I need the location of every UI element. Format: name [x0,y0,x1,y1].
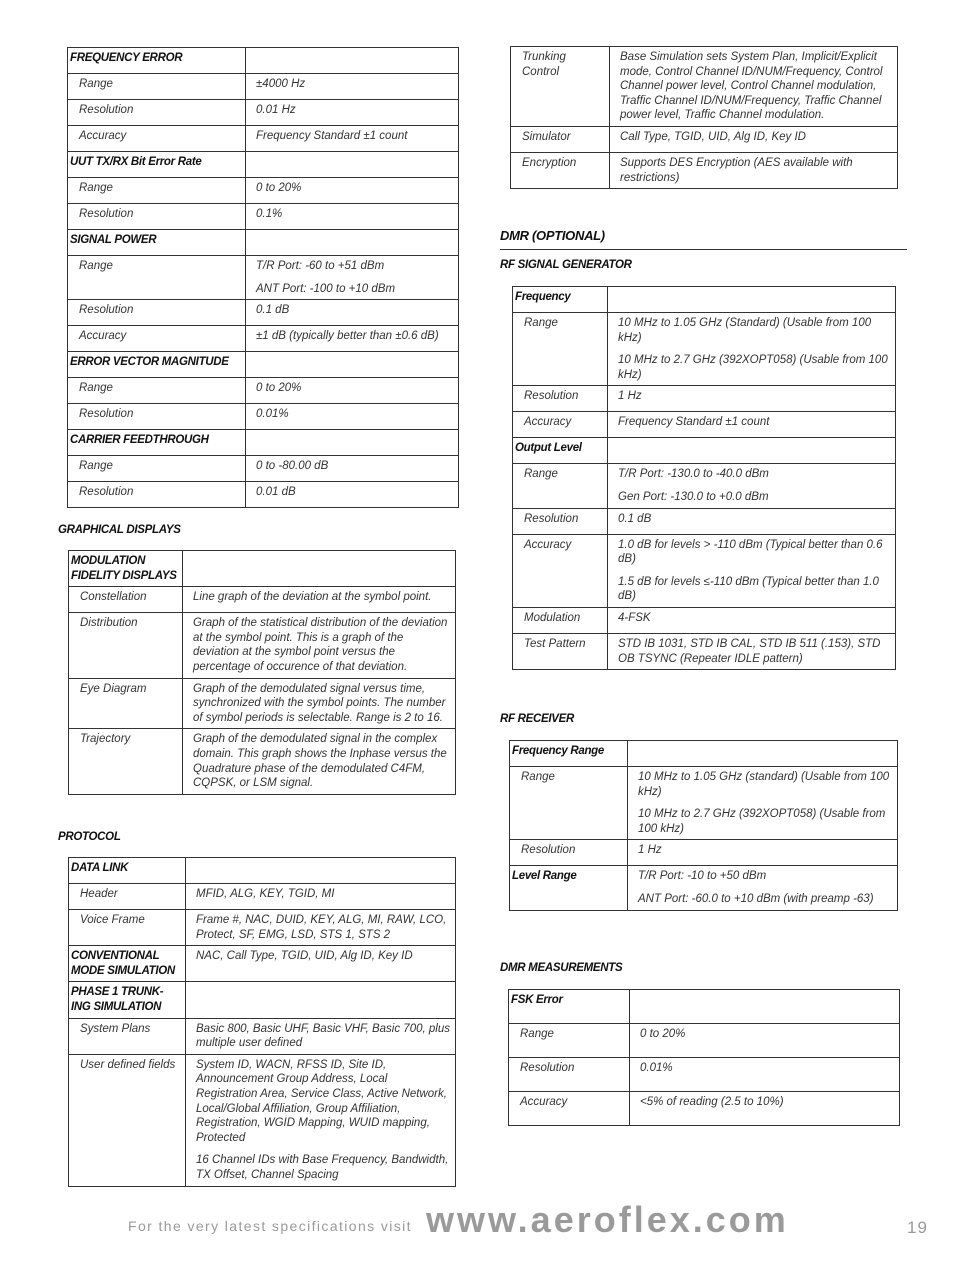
value-line: 10 MHz to 1.05 GHz (standard) (Usable from 100 kHz) [638,771,890,798]
row-heading-empty-cell [183,551,456,587]
row-value [608,464,896,508]
table-row [69,982,456,1018]
table-row [513,287,896,313]
row-value [246,300,459,326]
table-row [68,126,459,152]
row-label: Header [69,884,186,910]
row-label: Range [68,456,246,482]
row-value [183,729,456,794]
value-line: 0.1 dB [618,512,652,525]
value-line: Supports DES Encryption (AES available with restrictions) [620,156,853,184]
row-value [630,1092,900,1126]
row-value [186,884,456,910]
value-line: 0 to 20% [640,1028,686,1040]
rf-receiver-caption: RF RECEIVER [500,713,575,725]
row-heading: SIGNAL POWER [68,230,246,256]
table-row [68,178,459,204]
row-label: Range [510,767,628,840]
table-row [69,1054,456,1186]
row-label: Level Range [510,866,628,910]
row-heading-empty-cell [186,858,456,884]
table-row [513,633,896,669]
row-label: Modulation [513,607,608,633]
table-row [513,508,896,534]
table-row [68,152,459,178]
value-line: Basic 800, Basic UHF, Basic VHF, Basic 700, plus multiple user defined [196,1022,450,1050]
table-row [510,767,898,840]
value-line: 10 MHz to 1.05 GHz (Standard) (Usable from 100 kHz) [618,317,872,344]
row-heading-empty-cell [246,230,459,256]
row-heading: Frequency Range [510,741,628,767]
row-value [246,456,459,482]
value-line: 1 Hz [618,390,642,403]
table-row [69,884,456,910]
value-line: 16 Channel IDs with Base Frequency, Bandwidth, TX Offset, Channel Spacing [196,1154,449,1181]
row-label: Resolution [513,508,608,534]
rf-signal-generator-caption: RF SIGNAL GENERATOR [500,259,632,271]
row-value [608,386,896,412]
row-value [608,412,896,438]
table-row [510,741,898,767]
row-heading-empty-cell [628,741,898,767]
value-line: T/R Port: -130.0 to -40.0 dBm [618,468,769,481]
row-value [246,74,459,100]
trunking-table [510,46,898,189]
row-value [630,1024,900,1058]
table-row [69,587,456,613]
row-label: Distribution [69,613,183,678]
table-row [69,910,456,946]
row-label: Trunking Control [511,47,610,127]
table-row [513,464,896,508]
page-number: 19 [907,1218,928,1237]
row-label: Range [68,178,246,204]
value-line: ±4000 Hz [256,78,306,90]
table-row [69,946,456,982]
row-label: CONVENTIONAL MODE SIMULATION [69,946,186,982]
row-value [246,256,459,300]
row-label: Accuracy [513,412,608,438]
row-value [246,178,459,204]
table-row [509,1024,900,1058]
value-line: Frequency Standard ±1 count [256,130,408,142]
table-row [510,840,898,866]
row-value [246,404,459,430]
value-line: 0 to 20% [256,382,302,395]
row-label: Accuracy [68,126,246,152]
row-heading-empty-cell [186,982,456,1018]
value-line: <5% of reading (2.5 to 10%) [640,1096,784,1108]
table-row [68,326,459,352]
row-heading-empty-cell [246,430,459,456]
value-line: T/R Port: -10 to +50 dBm [638,870,767,883]
row-label: Resolution [68,100,246,126]
value-line: ANT Port: -100 to +10 dBm [256,282,396,295]
dmr-section-title: DMR (OPTIONAL) [500,228,605,243]
row-value [246,204,459,230]
row-value [246,482,459,508]
table-row [69,729,456,794]
value-line: 0.01% [256,408,289,421]
value-line: Frame #, NAC, DUID, KEY, ALG, MI, RAW, LCO, Protect, SF, EMG, LSD, STS 1, STS 2 [196,914,447,941]
row-value [186,910,456,946]
value-line: 0.01 Hz [256,104,296,116]
row-value [183,613,456,678]
table-row [68,300,459,326]
table-row [69,551,456,587]
value-line: 1.0 dB for levels > -110 dBm (Typical better than 0.6 dB) [618,538,883,566]
row-label: Range [509,1024,630,1058]
row-value [610,152,898,188]
graphical-displays-table [68,550,456,795]
row-label: Resolution [68,204,246,230]
row-heading: CARRIER FEEDTHROUGH [68,430,246,456]
row-heading-empty-cell [246,352,459,378]
value-line: 0.1% [256,208,283,220]
row-heading: ERROR VECTOR MAGNITUDE [68,352,246,378]
table-row [68,404,459,430]
row-label: Range [68,378,246,404]
table-row [510,866,898,910]
dmr-measurements-table [508,989,900,1126]
table-row [68,256,459,300]
row-heading: DATA LINK [69,858,186,884]
row-label: Encryption [511,152,610,188]
value-line: 0 to -80.00 dB [256,460,329,473]
row-value [628,840,898,866]
row-heading: UUT TX/RX Bit Error Rate [68,152,246,178]
value-line: 1.5 dB for levels ≤-110 dBm (Typical better than 1.0 dB) [618,575,879,603]
table-row [513,412,896,438]
table-row [68,74,459,100]
table-row [69,613,456,678]
value-line: NAC, Call Type, TGID, UID, Alg ID, Key ID [196,950,413,963]
row-heading-empty-cell [608,287,896,313]
table-row [68,100,459,126]
table-row [509,1092,900,1126]
row-label: Resolution [513,386,608,412]
table-row [69,1018,456,1054]
table-row [69,678,456,729]
value-line: Line graph of the deviation at the symbol point. [193,591,432,604]
row-value [608,607,896,633]
row-value [183,678,456,729]
table-row [511,126,898,152]
value-line: 10 MHz to 2.7 GHz (392XOPT058) (Usable from 100 kHz) [638,808,886,835]
rf-receiver-table [509,740,898,911]
table-row [513,386,896,412]
value-line: Base Simulation sets System Plan, Implicit/Explicit mode, Control Channel ID/NUM/Frequency, Control Channel power level, Control Channel modulation, Traffic Channel ID/NUM/Frequency, Traffic Channel power level, Traffic Channel modulation. [620,51,883,122]
row-value [186,946,456,982]
row-value [608,508,896,534]
row-value [608,534,896,607]
value-line: Graph of the statistical distribution of the deviation at the symbol point. This is a graph of the deviation at the symbol point versus the percentage of occurence of that deviation. [193,617,448,673]
row-label: Resolution [510,840,628,866]
table-row [513,607,896,633]
row-heading: MODULATION FIDELITY DISPLAYS [69,551,183,587]
value-line: ±1 dB (typically better than ±0.6 dB) [256,330,439,343]
row-label: Range [513,313,608,386]
value-line: 4-FSK [618,611,651,624]
row-label: Range [513,464,608,508]
row-heading-empty-cell [608,438,896,464]
row-label: Trajectory [69,729,183,794]
row-value [630,1058,900,1092]
row-label: Accuracy [513,534,608,607]
table-row [509,990,900,1024]
frequency-error-table [67,47,459,508]
dmr-section-rule [500,249,907,250]
value-line: Call Type, TGID, UID, Alg ID, Key ID [620,130,806,143]
row-value [608,313,896,386]
table-row [69,858,456,884]
value-line: ANT Port: -60.0 to +10 dBm (with preamp -63) [638,892,874,905]
protocol-table [68,857,456,1187]
table-row [68,482,459,508]
table-row [68,456,459,482]
table-row [511,47,898,127]
footer-website-link[interactable]: www.aeroflex.com [426,1199,789,1240]
row-label: System Plans [69,1018,186,1054]
row-heading: Output Level [513,438,608,464]
row-value [246,326,459,352]
row-value [186,1054,456,1186]
row-label: Voice Frame [69,910,186,946]
value-line: Graph of the demodulated signal in the complex domain. This graph shows the Inphase versus the Quadrature phase of the demodulated C4FM, CQPSK, or LSM signal. [193,733,447,790]
dmr-measurements-caption: DMR MEASUREMENTS [500,962,623,974]
table-row [68,352,459,378]
row-value [183,587,456,613]
value-line: 0.01 dB [256,486,296,499]
row-label: Resolution [68,404,246,430]
footer-lead-text: For the very latest specifications visit [128,1218,412,1234]
row-label: Test Pattern [513,633,608,669]
row-value [628,866,898,910]
value-line: 0.1 dB [256,304,290,317]
row-value [610,47,898,127]
table-row [513,313,896,386]
row-label: Resolution [68,300,246,326]
row-label: Eye Diagram [69,678,183,729]
row-value [610,126,898,152]
table-row [68,430,459,456]
table-row [68,48,459,74]
row-label: Range [68,256,246,300]
rf-signal-generator-table [512,286,896,670]
row-value [246,378,459,404]
table-row [513,438,896,464]
value-line: 10 MHz to 2.7 GHz (392XOPT058) (Usable from 100 kHz) [618,354,888,381]
table-row [68,230,459,256]
row-label: Simulator [511,126,610,152]
row-value [246,100,459,126]
row-label: User defined fields [69,1054,186,1186]
row-heading-empty-cell [246,48,459,74]
row-heading: Frequency [513,287,608,313]
row-heading: PHASE 1 TRUNK-ING SIMULATION [69,982,186,1018]
row-label: Accuracy [68,326,246,352]
row-label: Constellation [69,587,183,613]
value-line: Graph of the demodulated signal versus time, synchronized with the symbol points. The number of symbol periods is selectable. Range is 2 to 16. [193,682,446,724]
value-line: MFID, ALG, KEY, TGID, MI [196,888,335,900]
row-label: Resolution [509,1058,630,1092]
row-value [186,1018,456,1054]
row-label: Range [68,74,246,100]
value-line: 1 Hz [638,844,662,857]
value-line: Gen Port: -130.0 to +0.0 dBm [618,490,769,503]
table-row [68,378,459,404]
row-value [608,633,896,669]
table-row [511,152,898,188]
graphical-displays-caption: GRAPHICAL DISPLAYS [58,524,181,536]
protocol-caption: PROTOCOL [58,831,121,843]
row-value [628,767,898,840]
value-line: Frequency Standard ±1 count [618,416,770,429]
row-label: Resolution [68,482,246,508]
table-row [513,534,896,607]
row-heading: FSK Error [509,990,630,1024]
value-line: System ID, WACN, RFSS ID, Site ID, Announcement Group Address, Local Registration Area, Service Class, Active Network, Local/Global Affiliation, Group Affiliation, Registration, WGID Mapping, WUID mapping, Protected [196,1058,447,1144]
row-label: Accuracy [509,1092,630,1126]
table-row [68,204,459,230]
value-line: STD IB 1031, STD IB CAL, STD IB 511 (.153), STD OB TSYNC (Repeater IDLE pattern) [618,637,881,665]
value-line: 0 to 20% [256,182,302,194]
row-heading: FREQUENCY ERROR [68,48,246,74]
value-line: 0.01% [640,1062,673,1074]
row-value [246,126,459,152]
row-heading-empty-cell [246,152,459,178]
table-row [509,1058,900,1092]
value-line: T/R Port: -60 to +51 dBm [256,260,385,272]
row-heading-empty-cell [630,990,900,1024]
